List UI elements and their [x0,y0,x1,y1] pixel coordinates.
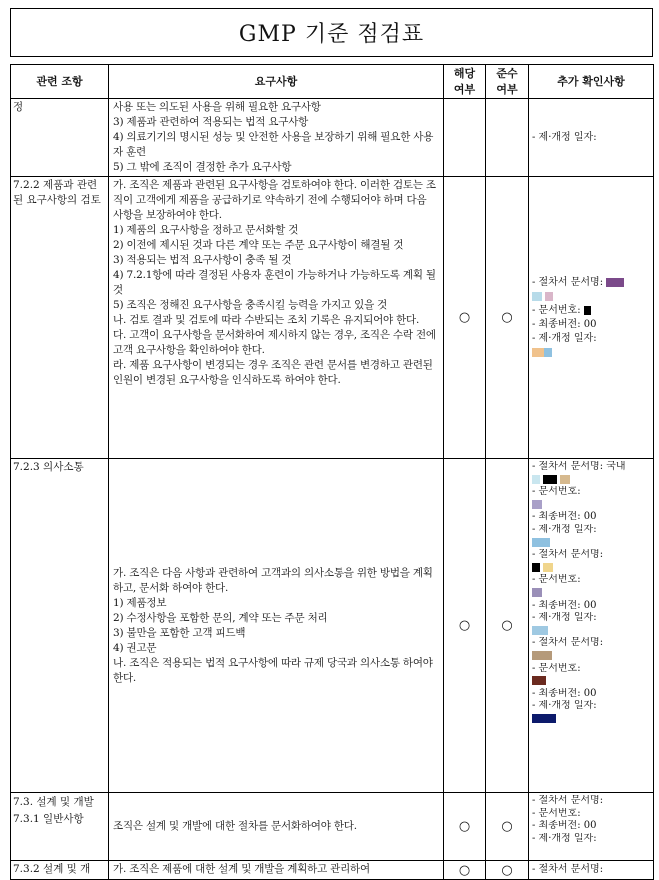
applicable-cell[interactable] [444,99,486,177]
requirement-cell [109,793,444,861]
redacted-mark [532,650,650,663]
table-row [11,99,654,177]
redacted-mark [532,537,650,550]
extra-line: - 최종버전: 00 [532,318,597,330]
requirement-cell [109,177,444,459]
req-line: 사용 또는 의도된 사용을 위해 필요한 요구사항 [113,101,321,113]
extra-line: - 문서번호: [532,807,581,819]
ref-cell: 7.3. 설계 및 개발 7.3.1 일반사항 [11,793,109,861]
applicable-cell[interactable]: ○ [444,459,486,793]
extra-line: - 제·개정 일자: [532,332,597,344]
ref-cell: 7.2.3 의사소통 [11,459,109,793]
req-line: 3) 제품과 관련하여 적용되는 법적 요구사항 [113,116,309,128]
extra-line: - 최종버전: 00 [532,511,597,523]
req-line: 가. 조직은 제품과 관련된 요구사항을 검토하여야 한다. 이러한 검토는 조직이 고객에게 제품을 공급하기로 약속하기 전에 수행되어야 하며 다음 사항을 보장하여야 한다. [113,179,436,221]
compliance-cell[interactable]: ○ [486,459,529,793]
redacted-mark [532,562,650,575]
extra-line: - 절차서 문서명: [532,795,604,806]
extra-line: - 최종버전: 00 [532,687,597,699]
req-line: 5) 그 밖에 조직이 결정한 추가 요구사항 [113,161,292,173]
req-line: 1) 제품의 요구사항을 정하고 문서화할 것 [113,224,299,236]
extra-line: - 문서번호: [532,574,581,586]
extra-line: - 최종버전: 00 [532,599,597,611]
compliance-cell[interactable] [486,99,529,177]
redacted-mark [532,625,650,638]
ref-cell: 정 [11,99,109,177]
table-row [11,177,654,459]
extra-cell [529,99,654,177]
extra-line: - 문서번호: [532,486,581,498]
req-line: 가. 조직은 제품에 대한 설계 및 개발을 계획하고 관리하여 [113,863,370,875]
checklist-table [10,64,654,880]
header-ref: 관련 조항 [11,65,109,99]
extra-line: - 제·개정 일자: [532,700,597,712]
req-line: 1) 제품정보 [113,596,167,609]
req-line: 조직은 설계 및 개발에 대한 절차를 문서화하여야 한다. [113,820,357,832]
extra-line: - 절차서 문서명: [532,549,604,561]
compliance-cell[interactable]: ○ [486,177,529,459]
redacted-mark [532,474,650,487]
applicable-cell[interactable]: ○ [444,793,486,861]
table-row [11,861,654,880]
req-line: 다. 고객이 요구사항을 문서화하여 제시하지 않는 경우, 조직은 수락 전에 고객 요구사항을 확인하여야 한다. [113,329,436,356]
table-row [11,459,654,793]
document-page [10,8,653,880]
compliance-cell[interactable]: ○ [486,793,529,861]
req-line: 4) 7.2.1항에 따라 결정된 사용자 훈련이 가능하거나 가능하도록 계획 될 것 [113,269,436,296]
req-line: 2) 이전에 제시된 것과 다른 계약 또는 주문 요구사항이 해결될 것 [113,239,404,251]
extra-line: - 제·개정 일자: [532,832,597,844]
applicable-cell[interactable]: ○ [444,861,486,880]
extra-line: - 절차서 문서명: [532,637,604,649]
req-line: 4) 권고문 [113,641,157,654]
header-extra: 추가 확인사항 [529,65,654,99]
page-title: GMP 기준 점검표 [10,8,653,57]
req-line: 2) 수정사항을 포함한 문의, 계약 또는 주문 처리 [113,611,328,624]
table-header-row [11,65,654,99]
extra-line: - 문서번호: [532,662,581,674]
req-line: 가. 조직은 다음 사항과 관련하여 고객과의 의사소통을 위한 방법을 계획하고, 문서화 하여야 한다. [113,566,433,594]
ref-cell: 7.2.2 제품과 관련된 요구사항의 검토 [11,177,109,459]
requirement-cell [109,861,444,880]
redacted-mark [532,346,650,360]
extra-line: - 절차서 문서명: [532,864,604,875]
compliance-cell[interactable]: ○ [486,861,529,880]
extra-line: - 절차서 문서명: 국내 [532,461,626,472]
extra-line: - 최종버전: 00 [532,820,597,831]
req-line: 3) 적용되는 법적 요구사항이 충족 될 것 [113,254,292,266]
extra-line: - 제·개정 일자: [532,523,597,535]
req-line: 3) 불만을 포함한 고객 피드백 [113,626,246,639]
extra-cell [529,177,654,459]
redacted-mark [532,587,650,600]
table-row [11,793,654,861]
header-applicable: 해당 여부 [444,65,486,99]
redacted-mark [532,290,650,304]
extra-cell [529,793,654,861]
requirement-cell [109,99,444,177]
header-compliance: 준수 여부 [486,65,529,99]
extra-cell [529,459,654,793]
extra-line: - 제·개정 일자: [532,131,597,143]
applicable-cell[interactable]: ○ [444,177,486,459]
req-line: 5) 조직은 정해진 요구사항을 충족시킬 능력을 가지고 있을 것 [113,299,388,311]
req-line: 나. 검토 결과 및 검토에 따라 수반되는 조치 기록은 유지되어야 한다. [113,314,420,326]
extra-line: - 절차서 문서명: [532,276,650,290]
req-line: 라. 제품 요구사항이 변경되는 경우 조직은 관련 문서를 변경하고 관련된 인원이 변경된 요구사항을 인식하도록 하여야 한다. [113,359,433,386]
redacted-mark [532,675,650,688]
ref-cell: 7.3.2 설계 및 개 [11,861,109,880]
header-requirement: 요구사항 [109,65,444,99]
extra-line: - 제·개정 일자: [532,612,597,624]
requirement-cell [109,459,444,793]
req-line: 나. 조직은 적용되는 법적 요구사항에 따라 규제 당국과 의사소통 하여야 한다. [113,656,433,684]
extra-cell [529,861,654,880]
extra-line: - 문서번호: [532,304,650,318]
redacted-mark [532,499,650,512]
redacted-mark [532,713,650,726]
req-line: 4) 의료기기의 명시된 성능 및 안전한 사용을 보장하기 위해 필요한 사용자 훈련 [113,131,434,158]
